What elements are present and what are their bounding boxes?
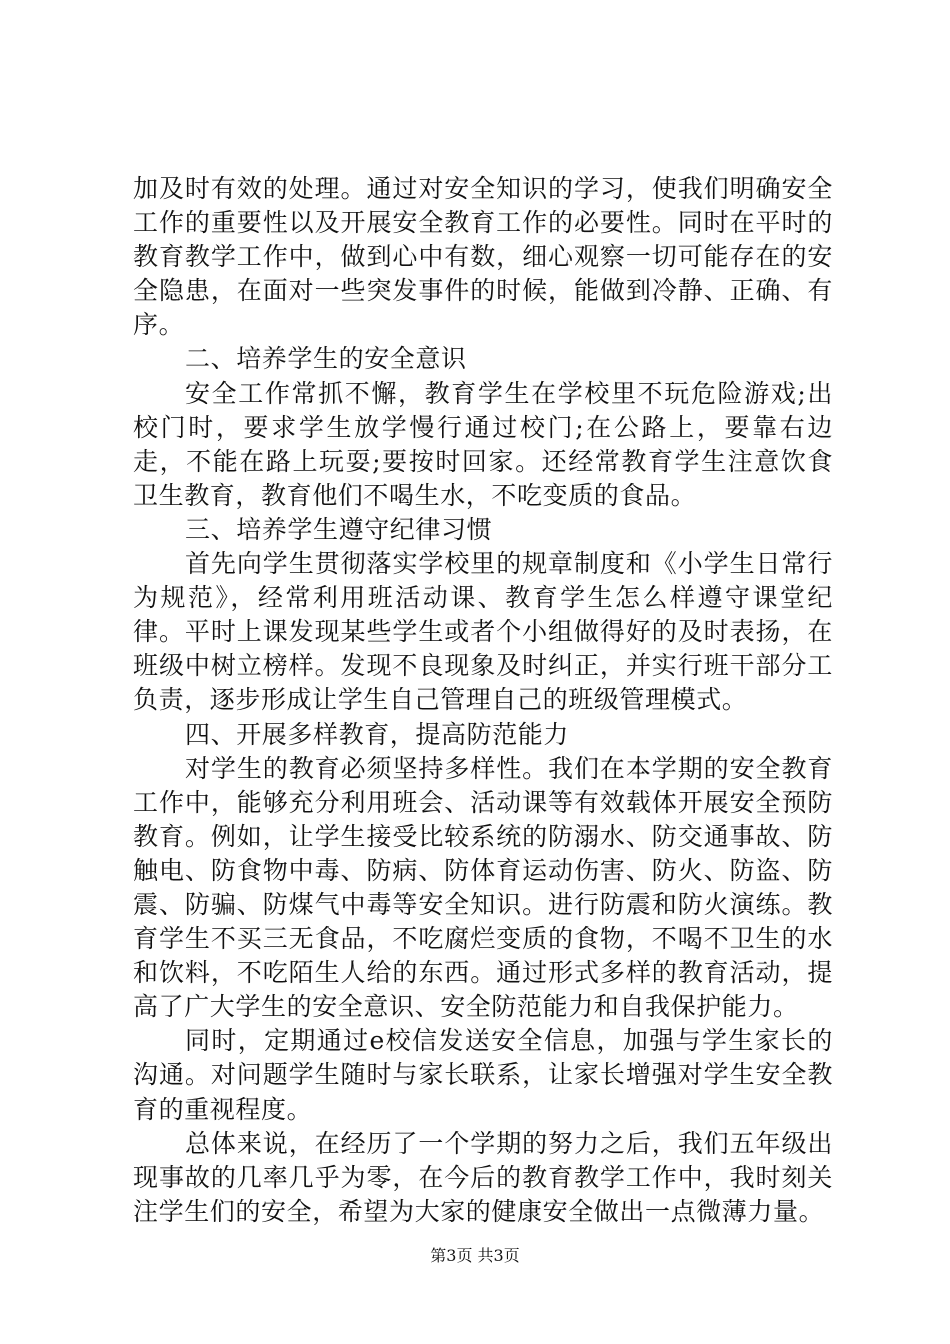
paragraph-summary: 总体来说，在经历了一个学期的努力之后，我们五年级出现事故的几率几乎为零，在今后的教育教学工作中，我时刻关注学生们的安全，希望为大家的健康安全做出一点微薄力量。	[133, 1128, 833, 1226]
paragraph-intro-continued: 加及时有效的处理。通过对安全知识的学习，使我们明确安全工作的重要性以及开展安全教育工作的必要性。同时在平时的教育教学工作中，做到心中有数，细心观察一切可能存在的安全隐患，在面对一些突发事件的时候，能做到冷静、正确、有序。	[133, 174, 833, 340]
paragraph-discipline: 首先向学生贯彻落实学校里的规章制度和《小学生日常行为规范》，经常利用班活动课、教育学生怎么样遵守课堂纪律。平时上课发现某些学生或者个小组做得好的及时表扬，在班级中树立榜样。发现不良现象及时纠正，并实行班干部分工负责，逐步形成让学生自己管理自己的班级管理模式。	[133, 549, 833, 715]
section-heading-2: 二、培养学生的安全意识	[185, 344, 467, 374]
section-heading-4: 四、开展多样教育，提高防范能力	[185, 719, 570, 749]
section-heading-3: 三、培养学生遵守纪律习惯	[185, 514, 493, 544]
paragraph-diverse-education: 对学生的教育必须坚持多样性。我们在本学期的安全教育工作中，能够充分利用班会、活动课等有效载体开展安全预防教育。例如，让学生接受比较系统的防溺水、防交通事故、防触电、防食物中毒、防病、防体育运动伤害、防火、防盗、防震、防骗、防煤气中毒等安全知识。进行防震和防火演练。教育学生不买三无食品，不吃腐烂变质的食物，不喝不卫生的水和饮料，不吃陌生人给的东西。通过形式多样的教育活动，提高了广大学生的安全意识、安全防范能力和自我保护能力。	[133, 753, 833, 1022]
paragraph-safety-awareness: 安全工作常抓不懈，教育学生在学校里不玩危险游戏;出校门时，要求学生放学慢行通过校门;在公路上，要靠右边走，不能在路上玩耍;要按时回家。还经常教育学生注意饮食卫生教育，教育他们不喝生水，不吃变质的食品。	[133, 378, 833, 510]
paragraph-parent-communication: 同时，定期通过e校信发送安全信息，加强与学生家长的沟通。对问题学生随时与家长联系，让家长增强对学生安全教育的重视程度。	[133, 1026, 833, 1124]
page-number-footer: 第3页 共3页	[430, 1246, 520, 1265]
document-body	[133, 172, 833, 1229]
